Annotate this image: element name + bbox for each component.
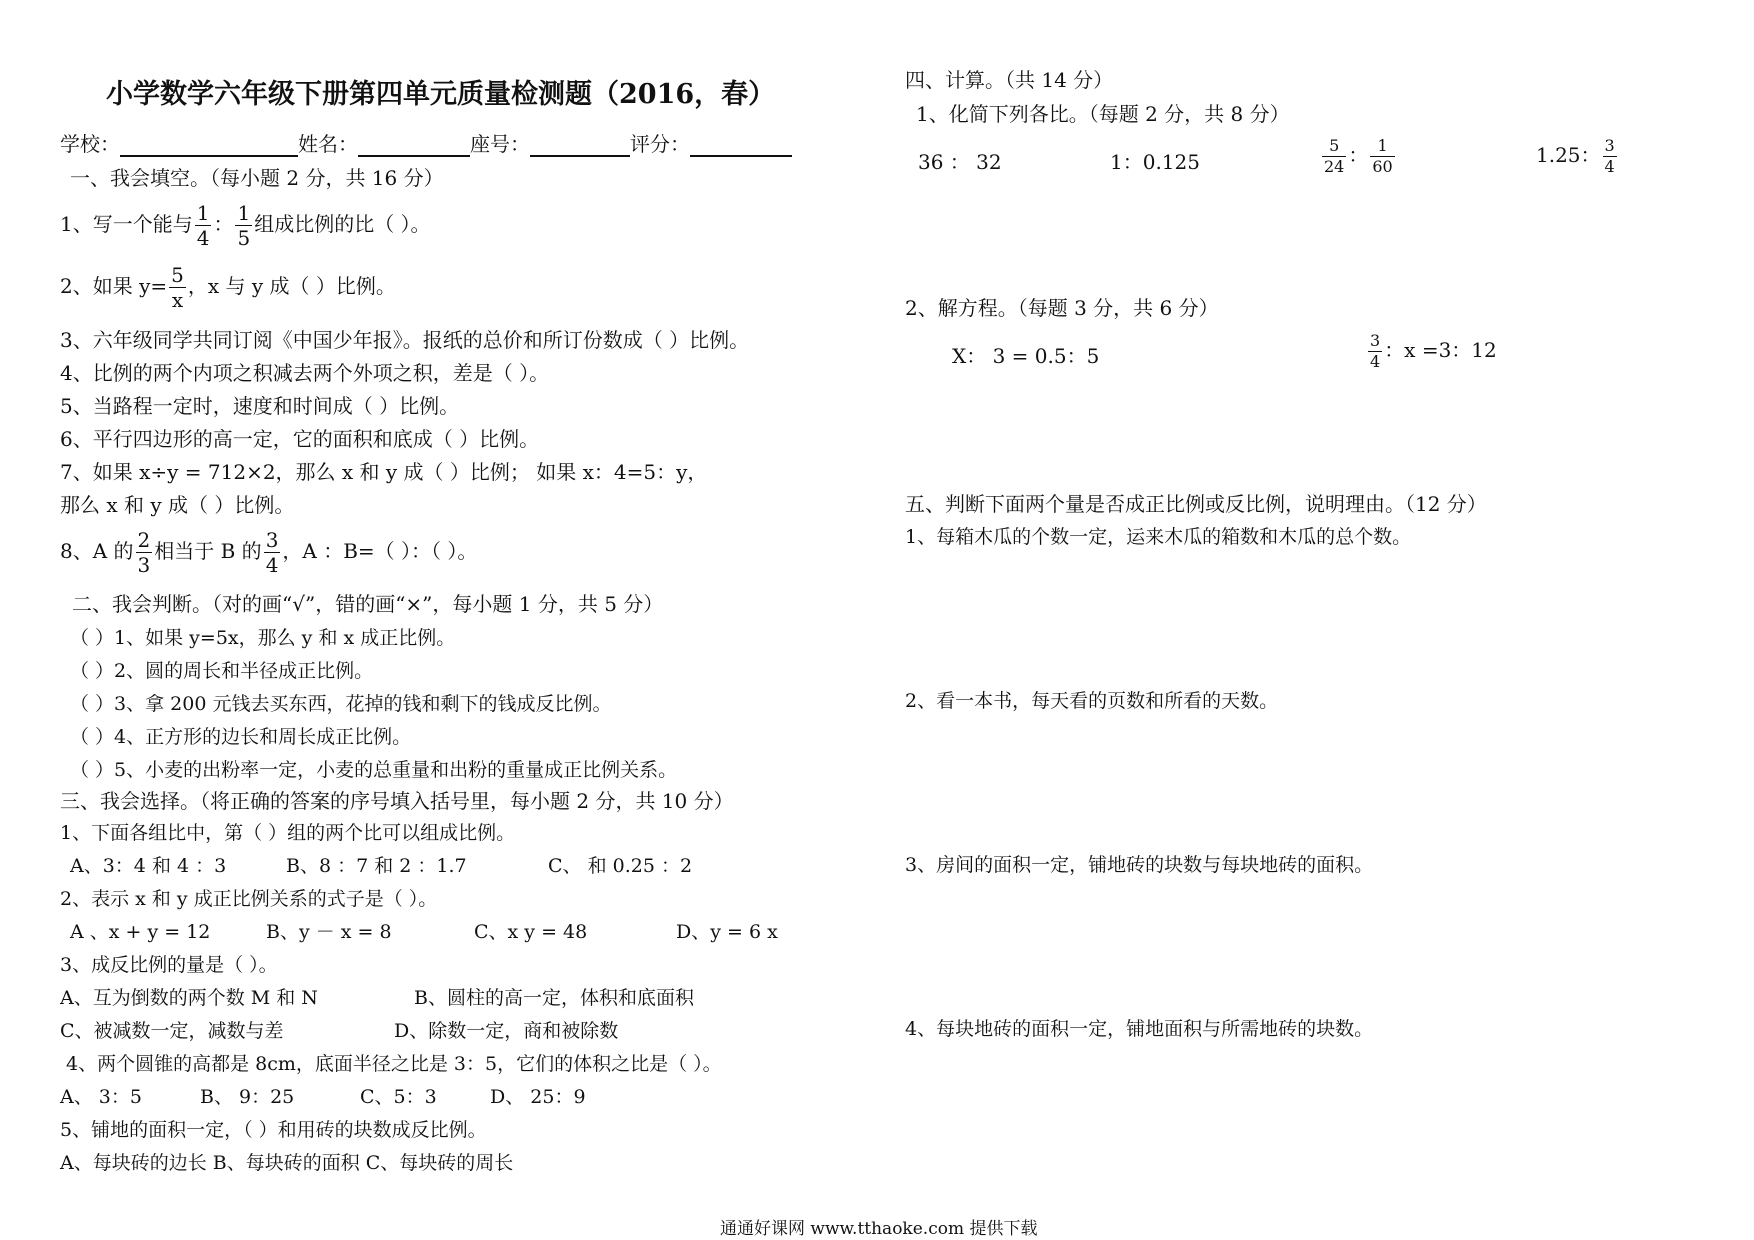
s1-question-5: 5、当路程一定时，速度和时间成（ ）比例。: [60, 394, 460, 418]
section-1-heading: 一、我会填空。（每小题 2 分，共 16 分）: [70, 166, 444, 190]
s1-question-4: 4、比例的两个内项之积减去两个外项之积，差是（ ）。: [60, 361, 550, 385]
s4-sub-1: 1、化简下列各比。（每题 2 分，共 8 分）: [916, 102, 1290, 126]
s3-q5-options: A、每块砖的边长 B、每块砖的面积 C、每块砖的周长: [60, 1152, 514, 1174]
s3-question-4: 4、两个圆锥的高都是 8cm，底面半径之比是 3：5，它们的体积之比是（ ）。: [66, 1053, 722, 1075]
seat-label: 座号：: [470, 132, 530, 156]
s3-q4-option-a: A、 3：5: [60, 1086, 142, 1108]
s4-ratio-3: $\frac{5}{24}$ ： $\frac{1}{60}$: [1324, 136, 1393, 176]
s3-q1-option-a: A、3：4 和 4 ：3: [70, 855, 227, 877]
s4-ratio-4: 1.25： $\frac{3}{4}$: [1536, 136, 1615, 176]
score-blank[interactable]: [690, 133, 792, 157]
s5-question-2: 2、看一本书，每天看的页数和所看的天数。: [905, 690, 1279, 712]
s4-ratio-2: 1：0.125: [1110, 150, 1200, 174]
s3-q3-option-d: D、除数一定，商和被除数: [394, 1020, 619, 1042]
s3-q4-option-d: D、 25：9: [490, 1086, 586, 1108]
s3-question-3: 3、成反比例的量是（ ）。: [60, 954, 278, 976]
s3-q4-option-c: C、5：3: [360, 1086, 437, 1108]
s3-q3-option-b: B、圆柱的高一定，体积和底面积: [414, 987, 694, 1009]
page-title: 小学数学六年级下册第四单元质量检测题（2016，春）: [106, 79, 776, 110]
s3-question-2: 2、表示 x 和 y 成正比例关系的式子是（ ）。: [60, 888, 438, 910]
s1-question-8: 8、A 的 $\frac{2}{3}$ 相当于 B 的 $\frac{3}{4}$ ，A ：B=（ ）：（ ）。: [60, 528, 478, 577]
s2-item-1: （ ）1、如果 y=5x，那么 y 和 x 成正比例。: [70, 627, 456, 649]
section-5-heading: 五、判断下面两个量是否成正比例或反比例，说明理由。（12 分）: [905, 492, 1487, 516]
name-label: 姓名：: [298, 132, 358, 156]
s3-q3-option-c: C、被减数一定，减数与差: [60, 1020, 284, 1042]
s3-q2-option-b: B、y － x = 8: [266, 921, 392, 943]
score-label: 评分：: [630, 132, 690, 156]
name-blank[interactable]: [358, 133, 470, 157]
s2-item-3: （ ）3、拿 200 元钱去买东西，花掉的钱和剩下的钱成反比例。: [70, 693, 612, 715]
s4-sub-2: 2、解方程。（每题 3 分，共 6 分）: [905, 296, 1219, 320]
s2-item-2: （ ）2、圆的周长和半径成正比例。: [70, 660, 374, 682]
header-fields: [60, 128, 792, 157]
s3-question-1: 1、下面各组比中，第（ ）组的两个比可以组成比例。: [60, 822, 516, 844]
s2-item-5: （ ）5、小麦的出粉率一定，小麦的总重量和出粉的重量成正比例关系。: [70, 759, 678, 781]
s5-question-4: 4、每块地砖的面积一定，铺地面积与所需地砖的块数。: [905, 1018, 1374, 1040]
school-label: 学校：: [60, 132, 120, 156]
s5-question-3: 3、房间的面积一定，铺地砖的块数与每块地砖的面积。: [905, 854, 1374, 876]
s1-question-3: 3、六年级同学共同订阅《中国少年报》。报纸的总价和所订份数成（ ）比例。: [60, 328, 750, 352]
s3-q4-option-b: B、 9：25: [200, 1086, 295, 1108]
s3-q1-option-b: B、8 ：7 和 2 ：1.7: [286, 855, 467, 877]
s1-question-7a: 7、如果 x÷y = 712×2，那么 x 和 y 成（ ）比例； 如果 x：4=5：y，: [60, 460, 708, 484]
s4-equation-1: X： 3 = 0.5：5: [952, 344, 1100, 368]
s3-q2-option-d: D、y = 6 x: [676, 921, 778, 943]
s3-q3-option-a: A、互为倒数的两个数 M 和 N: [60, 987, 318, 1009]
s1-question-1: 1、写一个能与 $\frac{1}{4}$ ： $\frac{1}{5}$ 组成比例的比（ ）。: [60, 201, 431, 250]
s1-question-2: 2、如果 y= $\frac{5}{x}$ ，x 与 y 成（ ）比例。: [60, 263, 396, 312]
s3-question-5: 5、铺地的面积一定，（ ）和用砖的块数成反比例。: [60, 1119, 487, 1141]
s4-equation-2: $\frac{3}{4}$ ：x =3：12: [1370, 331, 1497, 371]
s5-question-1: 1、每箱木瓜的个数一定，运来木瓜的箱数和木瓜的总个数。: [905, 526, 1412, 548]
s2-item-4: （ ）4、正方形的边长和周长成正比例。: [70, 726, 412, 748]
s1-question-7b: 那么 x 和 y 成（ ）比例。: [60, 493, 295, 517]
seat-blank[interactable]: [530, 133, 630, 157]
section-4-heading: 四、计算。（共 14 分）: [905, 68, 1114, 92]
section-3-heading: 三、我会选择。（将正确的答案的序号填入括号里，每小题 2 分，共 10 分）: [60, 789, 734, 813]
s3-q2-option-c: C、x y = 48: [474, 921, 588, 943]
s4-ratio-1: 36 ： 32: [918, 150, 1002, 174]
s3-q2-option-a: A 、x + y = 12: [70, 921, 211, 943]
section-2-heading: 二、我会判断。（对的画“√”，错的画“×”，每小题 1 分，共 5 分）: [72, 592, 664, 616]
s1-question-6: 6、平行四边形的高一定，它的面积和底成（ ）比例。: [60, 427, 540, 451]
school-blank[interactable]: [120, 133, 298, 157]
footer-credit: 通通好课网 www.tthaoke.com 提供下载: [720, 1219, 1038, 1239]
s3-q1-option-c: C、 和 0.25 ：2: [548, 855, 693, 877]
